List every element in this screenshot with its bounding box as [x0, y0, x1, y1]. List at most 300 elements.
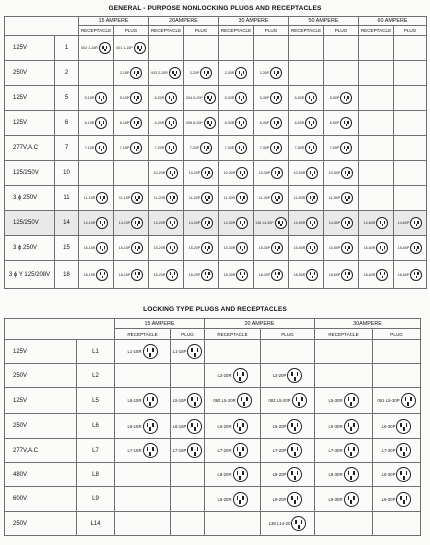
receptacle-device	[225, 142, 248, 154]
device-code-label: 5-15P	[119, 96, 130, 100]
device-code-label: 14-50P	[328, 221, 341, 225]
receptacle-face-icon	[166, 269, 178, 281]
subheader-cell: RECEPTACLE	[79, 26, 114, 36]
device-cell	[205, 439, 261, 463]
device-code-label: 6-50P	[329, 121, 340, 125]
device-cell	[79, 86, 114, 111]
plug-face-icon	[271, 269, 283, 281]
receptacle-device	[154, 269, 179, 281]
device-cell	[394, 136, 427, 161]
receptacle-face-icon	[95, 142, 107, 154]
device-code-label: 18-60P	[397, 272, 410, 277]
receptacle-device	[328, 419, 358, 434]
amp-header: 15 AMPERE	[115, 319, 205, 329]
subheader-cell: PLUG	[373, 329, 421, 340]
nema-number-cell: 11	[55, 186, 79, 211]
plug-device	[273, 467, 303, 482]
voltage-cell: 250V	[5, 364, 77, 388]
device-cell	[184, 186, 219, 211]
device-code-label: 18-20P	[188, 272, 201, 277]
corner-cell	[5, 319, 115, 340]
plug-face-icon	[396, 419, 411, 434]
device-code-label: 5-20R	[154, 96, 165, 100]
plug-device	[186, 117, 216, 129]
device-cell	[114, 136, 149, 161]
voltage-cell: 250V	[5, 61, 55, 86]
receptacle-face-icon	[236, 269, 248, 281]
device-cell	[114, 36, 149, 61]
device-code-label: L8-30P	[381, 472, 396, 477]
table-row	[5, 136, 427, 161]
device-cell	[114, 261, 149, 289]
device-cell	[79, 36, 114, 61]
plug-face-icon	[287, 419, 302, 434]
device-cell	[315, 487, 373, 512]
device-code-label: 10-30R	[223, 171, 236, 175]
device-cell	[261, 512, 315, 536]
plug-face-icon	[341, 192, 353, 204]
device-code-label: L2-20P	[272, 373, 287, 378]
receptacle-device	[328, 393, 358, 408]
subheader-cell: RECEPTACLE	[315, 329, 373, 340]
plug-face-icon	[271, 242, 283, 254]
device-code-label: 15-20R	[153, 246, 166, 250]
device-code-label: 18-15P	[118, 272, 131, 277]
device-cell	[184, 136, 219, 161]
receptacle-face-icon	[344, 419, 359, 434]
device-code-label: L6-20P	[272, 423, 287, 429]
plug-face-icon	[270, 67, 282, 79]
corner-cell	[5, 17, 79, 36]
receptacle-device	[294, 242, 319, 254]
device-code-label: L7-20P	[272, 448, 287, 453]
device-cell	[289, 61, 324, 86]
device-cell	[324, 111, 359, 136]
receptacle-face-icon	[96, 217, 108, 229]
device-cell	[184, 111, 219, 136]
receptacle-device	[224, 242, 249, 254]
plug-device	[268, 393, 306, 408]
plug-face-icon	[187, 344, 202, 359]
plug-face-icon	[201, 217, 213, 229]
device-cell	[289, 261, 324, 289]
device-cell	[171, 463, 205, 487]
device-code-label: 14-15R	[83, 221, 96, 225]
plug-face-icon	[130, 67, 142, 79]
amp-header: 30AMPERE	[315, 319, 421, 329]
device-cell	[115, 388, 171, 414]
device-cell	[315, 414, 373, 439]
device-cell	[219, 111, 254, 136]
device-code-label: L5-30R	[328, 398, 343, 403]
device-cell	[324, 61, 359, 86]
plug-face-icon	[270, 92, 282, 104]
device-code-label: 5-50R	[294, 96, 305, 100]
receptacle-face-icon	[235, 67, 247, 79]
amp-header: 30 AMPERE	[219, 17, 289, 26]
device-cell	[359, 36, 394, 61]
subheader-cell: RECEPTACLE	[289, 26, 324, 36]
device-code-label: 002 1-15R	[81, 46, 98, 50]
device-cell	[205, 340, 261, 364]
receptacle-device	[225, 67, 248, 79]
receptacle-device	[294, 167, 319, 179]
device-code-label: 5-50P	[329, 96, 340, 100]
device-cell	[261, 364, 315, 388]
receptacle-device	[84, 192, 109, 204]
receptacle-device	[217, 492, 247, 507]
receptacle-device	[127, 419, 157, 434]
device-code-label: 18-50P	[328, 272, 341, 277]
receptacle-face-icon	[344, 492, 359, 507]
device-cell	[261, 487, 315, 512]
receptacle-device	[154, 167, 179, 179]
plug-face-icon	[201, 192, 213, 204]
plug-face-icon	[200, 67, 212, 79]
plug-face-icon	[201, 242, 213, 254]
device-cell	[261, 340, 315, 364]
receptacle-device	[85, 92, 108, 104]
device-cell	[359, 236, 394, 261]
plug-device	[173, 419, 203, 434]
device-cell	[359, 61, 394, 86]
receptacle-face-icon	[306, 192, 318, 204]
device-cell	[171, 364, 205, 388]
device-cell	[254, 236, 289, 261]
device-code-label: L7-15R	[127, 448, 142, 453]
device-cell	[114, 161, 149, 186]
voltage-cell: 125V	[5, 340, 77, 364]
receptacle-face-icon	[344, 393, 359, 408]
device-code-label: 10-50R	[293, 171, 306, 175]
plug-device	[119, 269, 144, 281]
plug-device	[330, 92, 353, 104]
subheader-cell: RECEPTACLE	[205, 329, 261, 340]
receptacle-device	[364, 242, 389, 254]
device-code-label: 18-50R	[293, 272, 306, 277]
device-cell	[205, 414, 261, 439]
plug-face-icon	[131, 192, 143, 204]
plug-face-icon	[275, 217, 287, 229]
device-cell	[79, 211, 114, 236]
device-cell	[149, 211, 184, 236]
device-cell	[149, 111, 184, 136]
device-code-label: 6-20R	[154, 121, 165, 125]
receptacle-face-icon	[236, 242, 248, 254]
subheader-cell: PLUG	[261, 329, 315, 340]
receptacle-face-icon	[306, 269, 318, 281]
device-cell	[289, 211, 324, 236]
plug-face-icon	[340, 92, 352, 104]
device-cell	[114, 236, 149, 261]
device-cell	[171, 439, 205, 463]
receptacle-face-icon	[376, 242, 388, 254]
plug-device	[255, 217, 287, 229]
amp-header: 20AMPERE	[149, 17, 219, 26]
voltage-cell: 125V	[5, 111, 55, 136]
table-row	[5, 388, 421, 414]
device-cell	[394, 211, 427, 236]
device-cell	[171, 388, 205, 414]
plug-device	[259, 269, 284, 281]
device-cell	[359, 111, 394, 136]
device-cell	[394, 86, 427, 111]
device-cell	[115, 439, 171, 463]
device-cell	[205, 463, 261, 487]
device-cell	[114, 61, 149, 86]
device-cell	[205, 364, 261, 388]
plug-face-icon	[410, 217, 422, 229]
receptacle-face-icon	[165, 117, 177, 129]
device-code-label: 5-30R	[224, 96, 235, 100]
table-row	[5, 512, 421, 536]
device-code-label: 11-15R	[83, 196, 96, 200]
receptacle-face-icon	[235, 142, 247, 154]
plug-device	[269, 516, 307, 531]
device-code-label: 14-20P	[188, 221, 201, 225]
nema-number-cell: L6	[77, 414, 115, 439]
device-code-label: 15-30P	[258, 246, 271, 250]
subheader-cell: RECEPTACLE	[359, 26, 394, 36]
device-cell	[219, 161, 254, 186]
table-row	[5, 261, 427, 289]
receptacle-device	[84, 217, 109, 229]
table-row	[5, 186, 427, 211]
receptacle-device	[151, 67, 181, 79]
plug-device	[119, 242, 144, 254]
subheader-cell: PLUG	[114, 26, 149, 36]
plug-device	[329, 269, 354, 281]
receptacle-device	[295, 142, 318, 154]
plug-face-icon	[187, 443, 202, 458]
device-code-label: 6-15R	[84, 121, 95, 125]
receptacle-face-icon	[233, 419, 248, 434]
voltage-cell: 3 ϕ 250V	[5, 186, 55, 211]
receptacle-device	[224, 167, 249, 179]
receptacle-face-icon	[143, 344, 158, 359]
receptacle-face-icon	[235, 92, 247, 104]
device-cell	[79, 111, 114, 136]
receptacle-face-icon	[235, 117, 247, 129]
voltage-cell: 480V	[5, 463, 77, 487]
device-code-label: 6-30R	[224, 121, 235, 125]
table-row	[5, 463, 421, 487]
device-code-label: 11-20R	[153, 196, 166, 200]
device-code-label: 11-50P	[328, 196, 341, 200]
nema-number-cell: 2	[55, 61, 79, 86]
table-row	[5, 487, 421, 512]
receptacle-device	[328, 492, 358, 507]
device-cell	[324, 261, 359, 289]
plug-device	[186, 92, 216, 104]
nema-number-cell: 5	[55, 86, 79, 111]
device-code-label: L8-30R	[328, 472, 343, 477]
device-cell	[184, 161, 219, 186]
plug-face-icon	[287, 368, 302, 383]
plug-face-icon	[340, 117, 352, 129]
device-cell	[115, 512, 171, 536]
table-row	[5, 111, 427, 136]
receptacle-face-icon	[166, 217, 178, 229]
device-code-label: 138 L14-20	[268, 521, 291, 526]
subheader-cell: PLUG	[324, 26, 359, 36]
plug-face-icon	[187, 393, 202, 408]
receptacle-face-icon	[95, 92, 107, 104]
device-cell	[219, 36, 254, 61]
device-cell	[114, 211, 149, 236]
plug-face-icon	[341, 217, 353, 229]
device-code-label: 15-50P	[328, 246, 341, 250]
device-cell	[373, 512, 421, 536]
device-code-label: L6-15R	[127, 423, 142, 429]
nema-number-cell: 1	[55, 36, 79, 61]
receptacle-device	[81, 42, 111, 54]
device-cell	[219, 61, 254, 86]
device-code-label: L8-20R	[217, 472, 232, 477]
receptacle-device	[217, 467, 247, 482]
device-code-label: 15-60P	[397, 246, 410, 250]
device-cell	[219, 186, 254, 211]
nema-number-cell: 7	[55, 136, 79, 161]
receptacle-device	[154, 192, 179, 204]
subheader-cell: PLUG	[171, 329, 205, 340]
voltage-cell: 125V	[5, 86, 55, 111]
plug-device	[377, 393, 415, 408]
nema-number-cell: L5	[77, 388, 115, 414]
device-cell	[324, 36, 359, 61]
plug-device	[273, 492, 303, 507]
receptacle-face-icon	[166, 167, 178, 179]
device-cell	[79, 61, 114, 86]
device-cell	[205, 388, 261, 414]
device-code-label: 004 5-20P	[186, 96, 203, 100]
device-code-label: 18-30P	[258, 272, 271, 277]
plug-face-icon	[200, 142, 212, 154]
receptacle-face-icon	[344, 443, 359, 458]
device-code-label: 11-15P	[118, 196, 131, 200]
receptacle-face-icon	[95, 117, 107, 129]
plug-device	[173, 393, 203, 408]
device-code-label: L1-15P	[172, 349, 187, 354]
plug-face-icon	[410, 269, 422, 281]
device-code-label: 001 1-15P	[116, 46, 133, 50]
device-cell	[79, 186, 114, 211]
plug-device	[116, 42, 146, 54]
device-cell	[149, 36, 184, 61]
device-code-label: 18-20R	[153, 272, 166, 277]
device-cell	[114, 111, 149, 136]
plug-device	[329, 167, 354, 179]
plug-device	[119, 217, 144, 229]
plug-device	[398, 217, 423, 229]
device-code-label: 14-20R	[153, 221, 166, 225]
receptacle-face-icon	[237, 393, 252, 408]
receptacle-device	[364, 217, 389, 229]
device-code-label: L7-30P	[381, 448, 396, 453]
device-cell	[184, 211, 219, 236]
receptacle-device	[155, 117, 178, 129]
amp-header-row	[5, 17, 427, 26]
receptacle-face-icon	[166, 242, 178, 254]
table-row	[5, 86, 427, 111]
device-cell	[171, 340, 205, 364]
device-cell	[315, 439, 373, 463]
table-row	[5, 236, 427, 261]
device-cell	[359, 136, 394, 161]
device-code-label: 15-15R	[83, 246, 96, 250]
locking-type-title: LOCKING TYPE PLUGS AND RECEPTACLES	[143, 306, 287, 313]
nema-number-cell: L2	[77, 364, 115, 388]
device-code-label: 2-15P	[119, 71, 130, 75]
device-cell	[261, 414, 315, 439]
device-code-label: L6-20R	[217, 423, 232, 429]
device-cell	[149, 186, 184, 211]
device-code-label: 14-60P	[397, 221, 410, 225]
device-cell	[324, 136, 359, 161]
plug-face-icon	[341, 242, 353, 254]
device-cell	[149, 236, 184, 261]
table-row	[5, 211, 427, 236]
device-cell	[324, 186, 359, 211]
nema-number-cell: 18	[55, 261, 79, 289]
receptacle-device	[328, 467, 358, 482]
receptacle-face-icon	[306, 167, 318, 179]
device-code-label: 14-15P	[118, 221, 131, 225]
receptacle-face-icon	[233, 467, 248, 482]
plug-face-icon	[341, 167, 353, 179]
device-code-label: 11-30R	[223, 196, 236, 200]
table-row	[5, 61, 427, 86]
device-code-label: L6-30R	[328, 423, 343, 429]
general-purpose-table	[4, 16, 427, 289]
receptacle-device	[127, 443, 157, 458]
amp-header-row	[5, 319, 421, 329]
receptacle-device	[155, 92, 178, 104]
receptacle-device	[295, 92, 318, 104]
device-cell	[115, 340, 171, 364]
device-cell	[79, 261, 114, 289]
receptacle-device	[217, 368, 247, 383]
voltage-cell: 3 ϕ 250V	[5, 236, 55, 261]
plug-device	[259, 167, 284, 179]
plug-device	[120, 67, 143, 79]
device-cell	[254, 86, 289, 111]
plug-device	[189, 269, 214, 281]
table-row	[5, 36, 427, 61]
receptacle-device	[127, 393, 157, 408]
receptacle-face-icon	[236, 217, 248, 229]
device-code-label: 18-60R	[363, 272, 376, 277]
plug-face-icon	[187, 419, 202, 434]
receptacle-device	[217, 419, 247, 434]
voltage-cell: 3 ϕ Y 125/208V	[5, 261, 55, 289]
receptacle-device	[127, 344, 157, 359]
device-code-label: 15-60R	[363, 246, 376, 250]
device-cell	[115, 414, 171, 439]
plug-face-icon	[130, 92, 142, 104]
plug-device	[398, 242, 423, 254]
device-cell	[315, 340, 373, 364]
receptacle-face-icon	[143, 419, 158, 434]
receptacle-face-icon	[99, 42, 111, 54]
plug-device	[330, 142, 353, 154]
receptacle-device	[224, 217, 249, 229]
amp-header: 20 AMPERE	[205, 319, 315, 329]
plug-face-icon	[401, 393, 416, 408]
amp-header: 15 AMPERE	[79, 17, 149, 26]
device-code-label: 18-15R	[83, 272, 96, 277]
receptacle-face-icon	[143, 393, 158, 408]
